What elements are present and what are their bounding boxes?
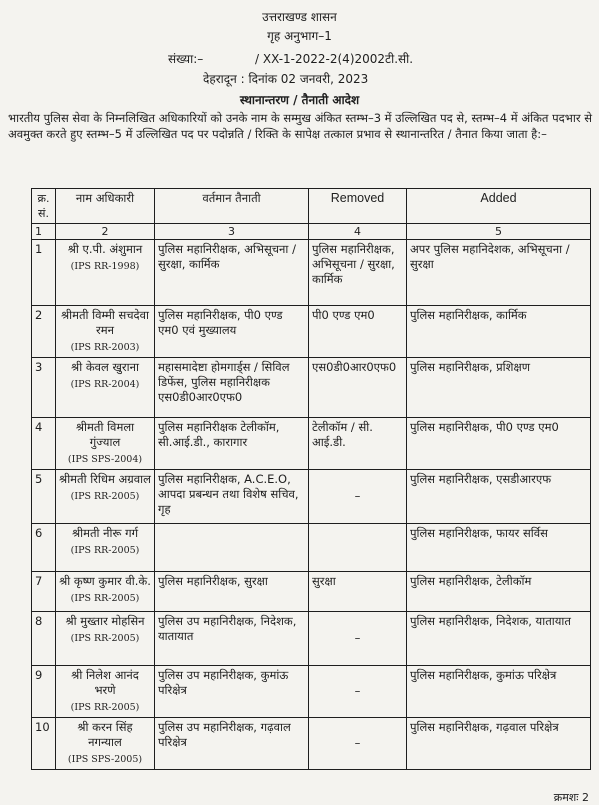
serial-number: 5 xyxy=(32,470,56,524)
officer-name: श्रीमती विम्मी सचदेवा रमन xyxy=(60,308,150,337)
table-row xyxy=(32,418,591,470)
added-posting: पुलिस महानिरीक्षक, कुमांऊ परिक्षेत्र xyxy=(407,666,591,718)
officer-service: (IPS RR-2005) xyxy=(70,702,140,713)
removed-charge: एस0डी0आर0एफ0 xyxy=(309,358,407,418)
officer-name: श्रीमती रिधिम अग्रवाल xyxy=(59,472,151,486)
current-posting: पुलिस महानिरीक्षक टेलीकॉम, सी.आई.डी., कारागार xyxy=(155,418,309,470)
removed-charge: – xyxy=(309,612,407,666)
added-posting: पुलिस महानिरीक्षक, टेलीकॉम xyxy=(407,572,591,612)
col-number: 2 xyxy=(56,224,155,240)
added-posting: पुलिस महानिरीक्षक, कार्मिक xyxy=(407,306,591,358)
table-row xyxy=(32,240,591,306)
current-posting: पुलिस उप महानिरीक्षक, गढ़वाल परिक्षेत्र xyxy=(155,718,309,770)
current-posting: पुलिस महानिरीक्षक, सुरक्षा xyxy=(155,572,309,612)
added-posting: पुलिस महानिरीक्षक, फायर सर्विस xyxy=(407,524,591,572)
removed-charge: पुलिस महानिरीक्षक, अभिसूचना / सुरक्षा, कार्मिक xyxy=(309,240,407,306)
removed-charge xyxy=(309,524,407,572)
officer-cell xyxy=(56,524,155,572)
added-posting: पुलिस महानिरीक्षक, पी0 एण्ड एम0 xyxy=(407,418,591,470)
officer-cell xyxy=(56,240,155,306)
current-posting: पुलिस महानिरीक्षक, अभिसूचना / सुरक्षा, कार्मिक xyxy=(155,240,309,306)
table-row xyxy=(32,612,591,666)
removed-charge: – xyxy=(309,718,407,770)
current-posting xyxy=(155,524,309,572)
added-posting: पुलिस महानिरीक्षक, गढ़वाल परिक्षेत्र xyxy=(407,718,591,770)
header-name: नाम अधिकारी xyxy=(56,189,155,224)
serial-number: 4 xyxy=(32,418,56,470)
added-posting: पुलिस महानिरीक्षक, निदेशक, यातायात xyxy=(407,612,591,666)
serial-number: 1 xyxy=(32,240,56,306)
officer-name: श्रीमती विमला गुंज्याल xyxy=(75,420,135,449)
officer-service: (IPS RR-2005) xyxy=(70,491,140,502)
officer-service: (IPS SPS-2005) xyxy=(67,754,143,765)
current-posting: पुलिस उप महानिरीक्षक, कुमांऊ परिक्षेत्र xyxy=(155,666,309,718)
header-current: वर्तमान तैनाती xyxy=(155,189,309,224)
removed-charge: पी0 एण्ड एम0 xyxy=(309,306,407,358)
removed-charge: सुरक्षा xyxy=(309,572,407,612)
added-posting: पुलिस महानिरीक्षक, एसडीआरएफ xyxy=(407,470,591,524)
col-number: 4 xyxy=(309,224,407,240)
table-row xyxy=(32,358,591,418)
header-added: Added xyxy=(407,189,591,224)
officer-name: श्री निलेश आनंद भरणे xyxy=(71,668,139,697)
table-row xyxy=(32,306,591,358)
officer-name: श्री कृष्ण कुमार वी.के. xyxy=(59,574,151,588)
serial-number: 2 xyxy=(32,306,56,358)
serial-number: 9 xyxy=(32,666,56,718)
header-sno: क्र. सं. xyxy=(32,189,56,224)
table-row xyxy=(32,666,591,718)
added-posting: पुलिस महानिरीक्षक, प्रशिक्षण xyxy=(407,358,591,418)
officer-name: श्री करन सिंह नगन्याल xyxy=(77,720,133,749)
table-row xyxy=(32,572,591,612)
officer-service: (IPS SPS-2004) xyxy=(67,454,143,465)
order-number: / XX-1-2022-2(4)2002टी.सी. xyxy=(255,52,414,66)
header-removed: Removed xyxy=(309,189,407,224)
removed-charge: – xyxy=(309,470,407,524)
govt-title: उत्तराखण्ड शासन xyxy=(262,10,337,24)
current-posting: पुलिस महानिरीक्षक, पी0 एण्ड एम0 एवं मुख्यालय xyxy=(155,306,309,358)
order-title: स्थानान्तरण / तैनाती आदेश xyxy=(239,93,360,107)
officer-cell xyxy=(56,470,155,524)
officer-name: श्रीमती नीरू गर्ग xyxy=(71,526,139,540)
col-number: 1 xyxy=(32,224,56,240)
current-posting: पुलिस उप महानिरीक्षक, निदेशक, यातायात xyxy=(155,612,309,666)
officer-service: (IPS RR-2004) xyxy=(70,379,140,390)
officer-cell xyxy=(56,358,155,418)
officer-service: (IPS RR-2005) xyxy=(70,545,140,556)
intro-paragraph: भारतीय पुलिस सेवा के निम्नलिखित अधिकारियों को उनके नाम के सम्मुख अंकित स्तम्भ–3 में उल्लिखित पद से, स्तम्भ–4 में अंकित पदभार से अवमुक्त करते हुए स्तम्भ–5 में उल्लिखित पद पर पदोन्नति / रिक्ति के सापेक्ष तत्काल प्रभाव से स्थानान्तरित / तैनात किया जाता है:– xyxy=(8,111,592,141)
officer-cell xyxy=(56,572,155,612)
page-continued: क्रमशः 2 xyxy=(553,791,589,804)
table-body xyxy=(32,240,591,770)
serial-number: 8 xyxy=(32,612,56,666)
officer-cell xyxy=(56,666,155,718)
order-date: देहरादून : दिनांक 02 जनवरी, 2023 xyxy=(203,72,369,86)
serial-number: 7 xyxy=(32,572,56,612)
officer-name: श्री ए.पी. अंशुमान xyxy=(67,242,143,256)
officer-cell xyxy=(56,612,155,666)
header-row xyxy=(32,189,591,224)
current-posting: पुलिस महानिरीक्षक, A.C.E.O, आपदा प्रबन्धन तथा विशेष सचिव, गृह xyxy=(155,470,309,524)
col-number: 3 xyxy=(155,224,309,240)
order-number-label: संख्या:– xyxy=(168,52,204,66)
table-row xyxy=(32,718,591,770)
officer-service: (IPS RR-2005) xyxy=(70,633,140,644)
officer-cell xyxy=(56,418,155,470)
officer-cell xyxy=(56,306,155,358)
column-number-row xyxy=(32,224,591,240)
department: गृह अनुभाग–1 xyxy=(267,29,332,43)
serial-number: 10 xyxy=(32,718,56,770)
col-number: 5 xyxy=(407,224,591,240)
officer-name: श्री केवल खुराना xyxy=(71,360,139,374)
table-row xyxy=(32,524,591,572)
transfer-table xyxy=(31,188,591,770)
current-posting: महासमादेष्टा होमगार्ड्स / सिविल डिफेंस, पुलिस महानिरीक्षक एस0डी0आर0एफ0 xyxy=(155,358,309,418)
officer-service: (IPS RR-2005) xyxy=(70,593,140,604)
removed-charge: – xyxy=(309,666,407,718)
officer-service: (IPS RR-2003) xyxy=(70,342,140,353)
table-row xyxy=(32,470,591,524)
serial-number: 3 xyxy=(32,358,56,418)
added-posting: अपर पुलिस महानिदेशक, अभिसूचना / सुरक्षा xyxy=(407,240,591,306)
removed-charge: टेलीकॉम / सी. आई.डी. xyxy=(309,418,407,470)
officer-service: (IPS RR-1998) xyxy=(70,261,140,272)
serial-number: 6 xyxy=(32,524,56,572)
officer-cell xyxy=(56,718,155,770)
officer-name: श्री मुख्तार मोहसिन xyxy=(65,614,145,628)
